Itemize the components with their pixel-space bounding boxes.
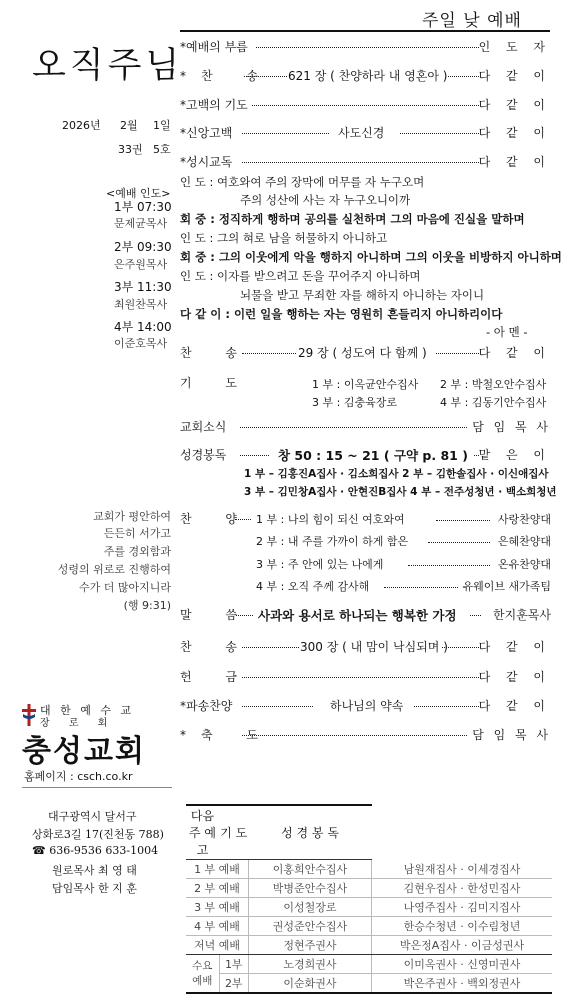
table-row: 3 부 예배 이성철장로 나영주집사 · 김미지집사 — [186, 898, 552, 917]
leader-session: 2부 09:30 — [114, 240, 172, 254]
header-rule — [180, 30, 550, 32]
prayer-leader: 4 부 : 김동기안수집사 — [440, 396, 547, 409]
verse-line: 주를 경외함과 — [103, 545, 171, 558]
address-line: 상화로3길 17(진천동 788) — [32, 828, 164, 841]
issue: 5호 — [153, 143, 171, 156]
table-row: 2 부 예배 박병준안수집사 김현우집사 · 한성민집사 — [186, 879, 552, 898]
responsive-line: 뇌물을 받고 무죄한 자를 해하지 아니하는 자이니 — [240, 288, 485, 302]
leaders-heading: <예배 인도> — [106, 187, 171, 200]
anthem-title: 1 부 : 나의 힘이 되신 여호와여 — [256, 513, 405, 526]
table-row: 수요 예배 1부 노경희권사 이미옥권사 · 신영미권사 — [186, 955, 552, 974]
table-row: 1 부 예배 이홍희안수집사 남원재집사 · 이세경집사 — [186, 860, 552, 879]
prayer-leader: 3 부 : 김충육장로 — [312, 396, 397, 409]
homepage-link[interactable]: 홈페이지 : csch.co.kr — [24, 770, 133, 783]
leader-name: 문제균목사 — [114, 217, 168, 230]
order-sermon: 말 씀 사과와 용서로 하나되는 행복한 가정 한지훈목사 — [180, 608, 551, 623]
service-title: 주일 낮 예배 — [422, 11, 522, 31]
leader-name: 최원찬목사 — [114, 298, 168, 311]
leader-session: 1부 07:30 — [114, 200, 172, 214]
verse-line: 성령의 위로로 진행하여 — [57, 563, 171, 576]
responsive-line: 주의 성산에 사는 자 누구오니이까 — [240, 193, 411, 207]
address-line: 대구광역시 달서구 — [48, 810, 137, 823]
column-header: 기 도 — [219, 805, 248, 860]
choir-name: 은혜찬양대 — [497, 535, 551, 548]
order-benediction: *축 도 담 임 목 사 — [180, 728, 551, 742]
order-prayer: 기 도 — [180, 376, 252, 390]
bulletin-title: 오직주님 — [32, 46, 184, 86]
amen: - 아 멘 - — [486, 325, 528, 339]
table-row: 저녁 예배 정현주권사 박은정A집사 · 이금성권사 — [186, 936, 552, 955]
anthem-title: 3 부 : 주 안에 있는 나에게 — [256, 558, 384, 571]
responsive-line: 인 도 : 여호와여 주의 장막에 머무를 자 누구오며 — [180, 175, 425, 189]
church-logo-icon — [22, 704, 36, 726]
responsive-line: 다 같 이 : 이런 일을 행하는 자는 영원히 흔들리지 아니하리이다 — [180, 307, 503, 321]
order-creed: *신앙고백 사도신경 다 같 이 — [180, 126, 551, 140]
date-year: 2026년 — [62, 119, 101, 132]
leader-session: 4부 14:00 — [114, 320, 172, 334]
reader-line: 3 부 – 김민창A집사 · 안현진B집사 4 부 – 전주성청년 · 백소희청년 — [244, 486, 557, 498]
phone: ☎ 636-9536 633-1004 — [32, 844, 159, 857]
verse-line: 수가 더 많아지니라 — [78, 581, 171, 594]
order-confession: *고백의 기도 다 같 이 — [180, 98, 551, 112]
order-scripture-reading: 성경봉독 창 50 : 15 ~ 21 ( 구약 p. 81 ) 맡 은 이 — [180, 448, 551, 463]
column-header: 성 경 봉 독 — [249, 805, 372, 860]
anthem-title: 4 부 : 오직 주께 감사해 — [256, 580, 370, 593]
leader-session: 3부 11:30 — [114, 280, 172, 294]
denomination: 대 한 예 수 교 — [40, 704, 135, 717]
order-hymn-1: *찬 송 621 장 ( 찬양하라 내 영혼아 ) 다 같 이 — [180, 69, 551, 83]
anthem-title: 2 부 : 내 주를 가까이 하게 함은 — [256, 535, 409, 548]
responsive-line: 인 도 : 그의 혀로 남을 허물하지 아니하고 — [180, 231, 388, 245]
order-offering: 헌 금 다 같 이 — [180, 670, 551, 684]
choir-name: 유웨이브 새가족팀 — [462, 580, 551, 593]
date-day: 1일 — [153, 119, 171, 132]
volume: 33권 — [118, 143, 143, 156]
table-row: 4 부 예배 권성준안수집사 한승수청년 · 이수림청년 — [186, 917, 552, 936]
responsive-line: 회 중 : 그의 이웃에게 악을 행하지 아니하며 그의 이웃을 비방하지 아니하며 — [180, 250, 562, 264]
order-sending-song: *파송찬양 하나님의 약속 다 같 이 — [180, 699, 551, 713]
order-call-to-worship: *예배의 부름 인 도 자 — [180, 40, 551, 54]
choir-name: 온유찬양대 — [497, 558, 551, 571]
order-hymn-2: 찬 송 29 장 ( 성도여 다 함께 ) 다 같 이 — [180, 346, 551, 360]
verse-reference: (행 9:31) — [123, 599, 171, 612]
responsive-line: 인 도 : 이자를 받으려고 돈을 꾸어주지 아니하며 — [180, 269, 421, 283]
emeritus-pastor: 원로목사 최 영 태 — [52, 864, 137, 877]
column-header: 다음주 예고 — [186, 805, 219, 860]
reader-line: 1 부 – 김홍진A집사 · 김소희집사 2 부 – 김한솔집사 · 이신애집사 — [244, 468, 549, 480]
verse-line: 교회가 평안하여 — [93, 510, 171, 523]
choir-name: 사랑찬양대 — [497, 513, 551, 526]
table-row: 2부 이순화권사 박은주권사 · 백외정권사 — [186, 974, 552, 994]
next-week-schedule-table — [186, 804, 552, 994]
order-responsive-reading: *성시교독 다 같 이 — [180, 155, 551, 169]
prayer-leader: 2 부 : 박철오안수집사 — [440, 378, 547, 391]
senior-pastor: 담임목사 한 지 훈 — [52, 882, 137, 895]
order-hymn-3: 찬 송 300 장 ( 내 맘이 낙심되며 ) 다 같 이 — [180, 640, 551, 654]
order-anthem: 찬 양 — [180, 512, 252, 526]
prayer-leader: 1 부 : 이옥균안수집사 — [312, 378, 419, 391]
divider — [22, 787, 172, 788]
verse-line: 든든히 서가고 — [103, 527, 171, 540]
date-month: 2월 — [120, 119, 138, 132]
responsive-line: 회 중 : 정직하게 행하며 공의를 실천하며 그의 마음에 진실을 말하며 — [180, 212, 525, 226]
order-church-news: 교회소식 담 임 목 사 — [180, 420, 551, 434]
table-header-row — [186, 805, 552, 860]
denomination: 장 로 회 — [40, 718, 116, 729]
leader-name: 은주원목사 — [114, 258, 168, 271]
church-name: 충성교회 — [22, 734, 146, 769]
leader-name: 이준호목사 — [114, 337, 168, 350]
wednesday-label: 수요 예배 — [186, 955, 219, 994]
